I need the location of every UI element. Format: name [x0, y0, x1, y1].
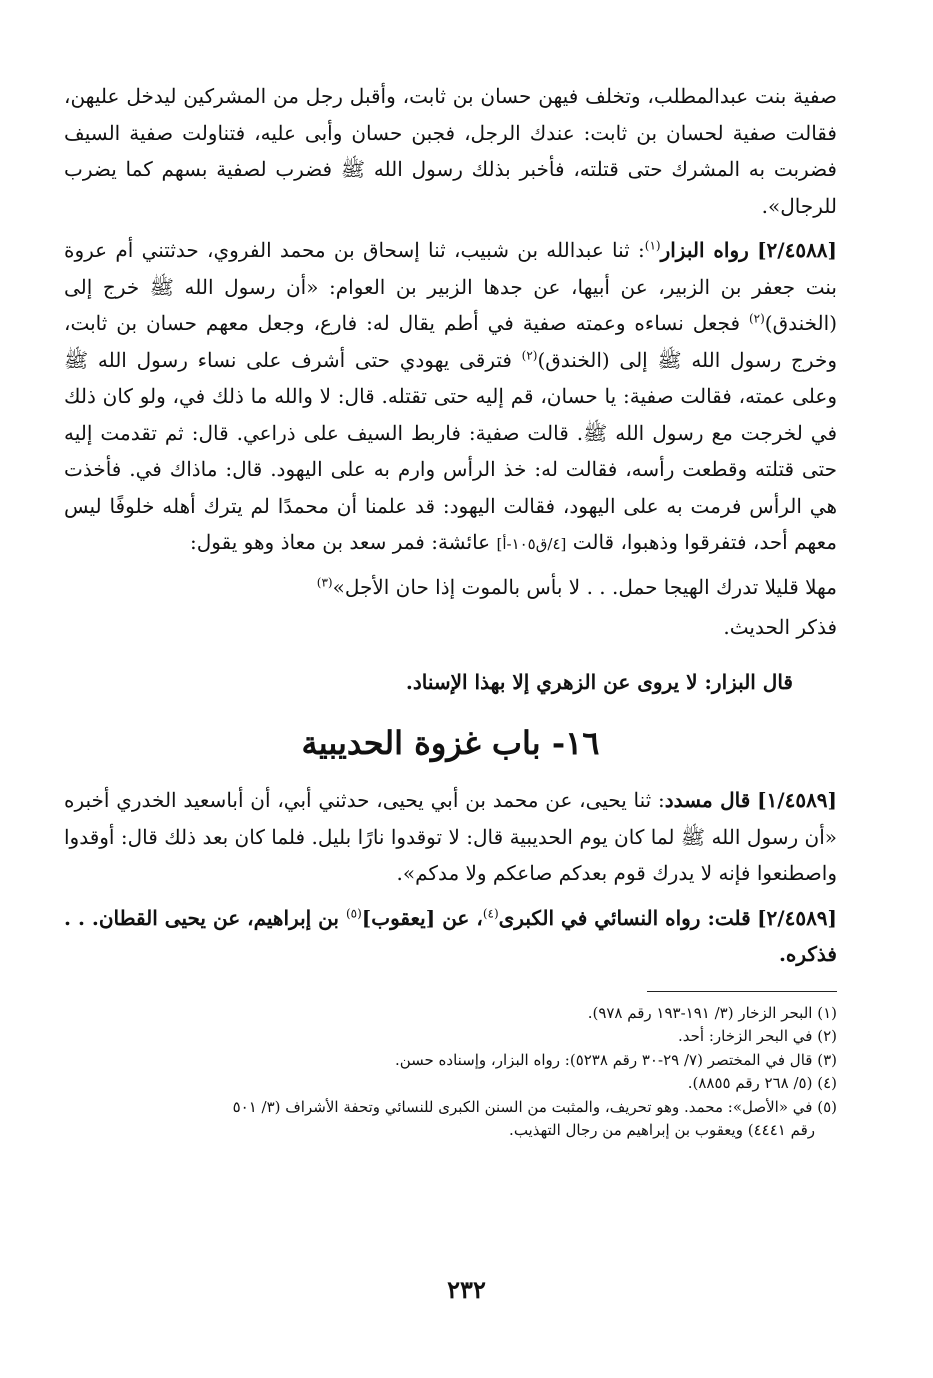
hadith-text: عائشة: فمر سعد بن معاذ وهو يقول: — [190, 530, 497, 554]
footnote-1: (١) البحر الزخار (٣/ ١٩١-١٩٣ رقم ٩٧٨). — [587, 1003, 837, 1022]
footnote-4: (٤) (٥/ ٢٦٨ رقم ٨٨٥٥). — [687, 1074, 837, 1092]
footnote-ref: (٢) — [748, 311, 765, 326]
hadith-text: فجعل نساءه وعمته صفية في أطم يقال له: فارع، وجعل معهم حسان بن ثابت، وخرج رسول الله ﷺ إلى (الخندق) — [64, 311, 837, 372]
closing-line: فذكر الحديث. — [723, 615, 837, 639]
footnote-ref: (٥) — [345, 905, 362, 920]
footnote-divider — [647, 991, 837, 992]
hadith-number: [٢/٤٥٨٩] — [757, 905, 838, 930]
hadith-source: رواه البزار — [660, 238, 749, 262]
hadith-number: [٢/٤٥٨٨] — [757, 238, 838, 262]
chapter-heading: ١٦- باب غزوة الحديبية — [301, 724, 600, 762]
hadith-4589-2 — [64, 900, 837, 973]
hadith-source: قلت: رواه النسائي في الكبرى — [498, 905, 751, 930]
footnote-ref: (٤) — [482, 905, 499, 920]
page-number: ٢٣٢ — [447, 1275, 486, 1304]
hadith-text: ، عن [يعقوب] — [361, 905, 483, 930]
footnote-5-continued: رقم ٤٤٤١) ويعقوب بن إبراهيم من رجال التهذيب. — [509, 1121, 815, 1139]
footnote-5: (٥) في «الأصل»: محمد. وهو تحريف، والمثبت من السنن الكبرى للنسائي وتحفة الأشراف (٣/ ٥٠١ — [232, 1097, 837, 1116]
hadith-4589-1 — [64, 782, 837, 892]
paragraph-continued — [64, 78, 837, 224]
hadith-text: : ثنا عبدالله بن شبيب، ثنا إسحاق بن محمد الفروي، حدثتني أم عروة بنت جعفر بن الزبير، عن أبيها، عن جدها الزبير بن العوام: «أن رسول الله ﷺ خرج إلى (الخندق) — [64, 238, 837, 335]
footnote-3: (٣) قال في المختصر (٧/ ٢٩-٣٠ رقم ٥٢٣٨): رواه البزار، وإسناده حسن. — [394, 1050, 837, 1069]
footnote-ref: (٣) — [316, 574, 333, 589]
page-body — [64, 78, 837, 1143]
verse-text: مهلا قليلا تدرك الهيجا حمل. . . لا بأس بالموت إذا حان الأجل» — [332, 574, 837, 599]
footnote-ref: (١) — [644, 238, 661, 253]
bazzar-comment: قال البزار: لا يروى عن الزهري إلا بهذا الإسناد. — [405, 669, 793, 694]
poetry-verse — [64, 569, 837, 606]
hadith-source: قال مسدد — [664, 788, 751, 812]
hadith-4588-2 — [64, 232, 837, 563]
footnotes — [64, 1002, 837, 1143]
hadith-number: [١/٤٥٨٩] — [757, 788, 838, 812]
paragraph-text: صفية بنت عبدالمطلب، وتخلف فيهن حسان بن ثابت، وأقبل رجل من المشركين ليدخل عليهن، فقالت صفية لحسان بن ثابت: عندك الرجل، فجبن حسان وأبى عليه، فتناولت صفية السيف فضربت به المشرك حتى قتلته، فأخبر بذلك رسول الله ﷺ فضرب لصفية بسهم كما يضرب للرجال». — [64, 84, 837, 218]
hadith-text: فترقى يهودي حتى أشرف على نساء رسول الله ﷺ وعلى عمته، فقالت صفية: يا حسان، قم إليه حتى تقتله. قال: لا والله ما ذلك في، ولو كان ذلك في لخرجت مع رسول الله ﷺ. قالت صفية: فاربط السيف على ذراعي. قال: ثم تقدمت إليه حتى قتلته وقطعت رأسه، فقالت له: خذ الرأس وارم به على اليهود. قال: ماذاك في. فأخذت هي الرأس فرمت به على اليهود، فقالت اليهود: قد علمنا أن محمدًا لم يترك أهله خلوفًا ليس معهم أحد، فتفرقوا وذهبوا، قالت — [64, 347, 838, 554]
hadith-text: بن إبراهيم، عن يحيى القطان. . . فذكره. — [64, 905, 837, 966]
hadith-text: : ثنا يحيى، عن محمد بن أبي يحيى، حدثني أبي، أن أباسعيد الخدري أخبره «أن رسول الله ﷺ لما كان يوم الحديبية قال: لا توقدوا نارًا بليل. فلما كان بعد ذلك قال: أوقدوا واصطنعوا فإنه لا يدرك قوم بعدكم صاعكم ولا مدكم». — [64, 788, 837, 885]
manuscript-ref: [٤/ق١٠٥-أ] — [496, 535, 567, 553]
footnote-ref: (٢) — [521, 347, 538, 362]
footnote-2: (٢) في البحر الزخار: أحد. — [678, 1027, 837, 1045]
